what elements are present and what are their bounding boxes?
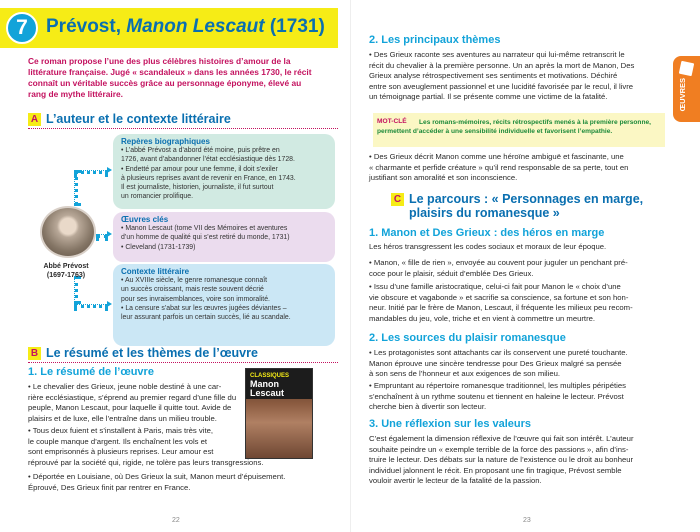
- portrait-caption: Abbé Prévost (1697-1763): [43, 263, 89, 279]
- parcours-paragraph: • Issu d’une famille aristocratique, celui-ci fait pour Manon le « choix d’une vie obscure et vagabonde » et sacrifie sa conscience, sa fortune et son hon- neur. Initié par le frère de Manon, Lescaut, il fréquente les milieux peu recom- mandables du jeu, vole, triche et en vient à commettre un meurtre.: [369, 282, 633, 323]
- section-b-heading: [28, 347, 338, 361]
- connector-line: [74, 276, 78, 304]
- arrow-icon: [107, 301, 112, 307]
- summary-paragraph: • Déportée en Louisiane, où Des Grieux la suit, Manon meurt d’épuisement. Éprouvé, Des Grieux finit par rentrer en France.: [28, 472, 286, 492]
- biography-box: Repères biographiques • L’abbé Prévost a d’abord été moine, puis prêtre en 1726, avant d’abandonner l’état ecclésiastique dès 1728. • Endetté par amour pour une femme, il doit s’exiler à plusieurs reprises avant de revenir en France, en 1743. Il est journaliste, historien, journaliste, il fut surtout un romancier prolifique.: [113, 134, 335, 209]
- section-badge: C: [391, 193, 404, 206]
- box-title: Œuvres clés: [121, 215, 169, 224]
- section-title: Le parcours : « Personnages en marge, plaisirs du romanesque »: [409, 192, 644, 220]
- oeuvres-tab[interactable]: [673, 56, 700, 122]
- values-paragraph: C’est également la dimension réflexive de l’œuvre qui fait son intérêt. L’auteur souhaite peindre un « exemple terrible de la force des passions », afin d’ins- truire le lecteur. Des débats sur la nature de l’existence ou le droit au bonheur individuel jalonnent le récit. En proposant une fin tragique, Prévost semble vouloir avertir le lecteur de la fatalité de la passion.: [369, 434, 634, 485]
- connector-line: [74, 170, 108, 174]
- summary-paragraph: • Tous deux fuient et s’installent à Paris, mais très vite, le couple manque d’argent. Ils enchaînent les vols et sont emprisonnés à plusieurs reprises. Leur amour est réprouvé par la société qui, rigide, ne tolère pas leurs transgressions.: [28, 426, 264, 467]
- arrow-icon: [107, 231, 112, 237]
- tab-label: ŒUVRES: [678, 78, 687, 112]
- section-title: L’auteur et le contexte littéraire: [46, 112, 231, 126]
- subsection-title: 2. Les sources du plaisir romanesque: [369, 332, 566, 344]
- subsection-title: 2. Les principaux thèmes: [369, 34, 501, 46]
- divider: [28, 362, 338, 363]
- box-title: Contexte littéraire: [121, 267, 190, 276]
- section-badge: A: [28, 113, 41, 126]
- connector-line: [74, 170, 78, 206]
- parcours-paragraph: Les héros transgressent les codes sociaux et moraux de leur époque.: [369, 242, 607, 251]
- arrow-icon: [107, 167, 112, 173]
- right-page: [350, 0, 700, 532]
- chapter-header: [0, 8, 338, 48]
- section-badge: B: [28, 347, 41, 360]
- subsection-title: 3. Une réflexion sur les valeurs: [369, 418, 532, 430]
- divider: [28, 128, 338, 129]
- subsection-title: 1. Le résumé de l’œuvre: [28, 366, 154, 378]
- page-number: 22: [172, 517, 180, 524]
- chapter-title: Prévost, Manon Lescaut (1731): [46, 16, 325, 37]
- author-portrait: [40, 206, 96, 258]
- connector-line: [74, 304, 108, 308]
- book-icon: [679, 61, 694, 76]
- keyword-label: MOT-CLÉ: [377, 118, 407, 125]
- chapter-number: 7: [6, 12, 38, 44]
- themes-paragraph: • Des Grieux raconte ses aventures au narrateur qui lui-même retranscrit le récit du chevalier à la première personne. Un an après la mort de Manon, Des Grieux analyse rétrospectivement ses sentiments et motivations. Déchiré entre son aveuglement passionnel et une lucidité favorisée par le recul, il livre un témoignage partial. Il se présente comme une victime de la fatalité.: [369, 50, 635, 101]
- section-title: Le résumé et les thèmes de l’œuvre: [46, 346, 258, 360]
- section-c-heading: [391, 193, 671, 221]
- subsection-title: 1. Manon et Des Grieux : des héros en marge: [369, 227, 605, 239]
- plaisir-paragraph: • Empruntant au répertoire romanesque traditionnel, les multiples péripéties s’enchaînent à un rythme soutenu et tiennent en haleine le lecteur. Prévost cherche bien à divertir son lecteur.: [369, 381, 626, 411]
- themes-paragraph: • Des Grieux décrit Manon comme une héroïne ambiguë et fascinante, une « charmante et perfide créature » qu’il rend responsable de sa perte, tout en justifiant son amoralité et son inconscience.: [369, 152, 629, 182]
- parcours-paragraph: • Manon, « fille de rien », envoyée au couvent pour juguler un penchant pré- coce pour le plaisir, séduit d’emblée Des Grieux.: [369, 258, 628, 278]
- intro-text: Ce roman propose l’une des plus célèbres histoires d’amour de la littérature française. Jugé « scandaleux » dans les années 1730, le récit connaît un véritable succès grâce au personnage éponyme, élevé au rang de mythe littéraire.: [28, 56, 312, 99]
- box-title: Repères biographiques: [121, 137, 210, 146]
- book-cover: CLASSIQUES Manon Lescaut: [245, 368, 313, 459]
- summary-paragraph: • Le chevalier des Grieux, jeune noble destiné à une car- rière ecclésiastique, s’éprend au premier regard d’une fille du peuple, Manon Lescaut, pour laquelle il quitte tout. Avide de plaisirs et de luxe, elle l’entraîne dans un milieu trouble.: [28, 382, 237, 423]
- literary-context-box: Contexte littéraire • Au XVIIIe siècle, le genre romanesque connaît un succès croissant, mais reste souvent décrié pour ses invraisemblances, voire son immoralité. • La censure s’abat sur les œuvres jugées déviantes – leur assurant parfois un certain succès, lié au scandale.: [113, 264, 335, 346]
- page-number: 23: [523, 517, 531, 524]
- section-a-heading: [28, 113, 338, 127]
- keyword-box: Les romans-mémoires, récits rétrospectifs menés à la première personne, permettent d’accéder à une sensibilité individuelle et favorisent l’empathie. MOT-CLÉ: [373, 113, 665, 147]
- key-works-box: Œuvres clés • Manon Lescaut (tome VII des Mémoires et aventures d’un homme de qualité qui s’est retiré du monde, 1731) • Cleveland (1731-1739): [113, 212, 335, 262]
- plaisir-paragraph: • Les protagonistes sont attachants car ils conservent une pureté touchante. Manon éprouve une sincère tendresse pour Des Grieux malgré sa pensée à son sens de l’honneur et aux exigences de son milieu.: [369, 348, 628, 378]
